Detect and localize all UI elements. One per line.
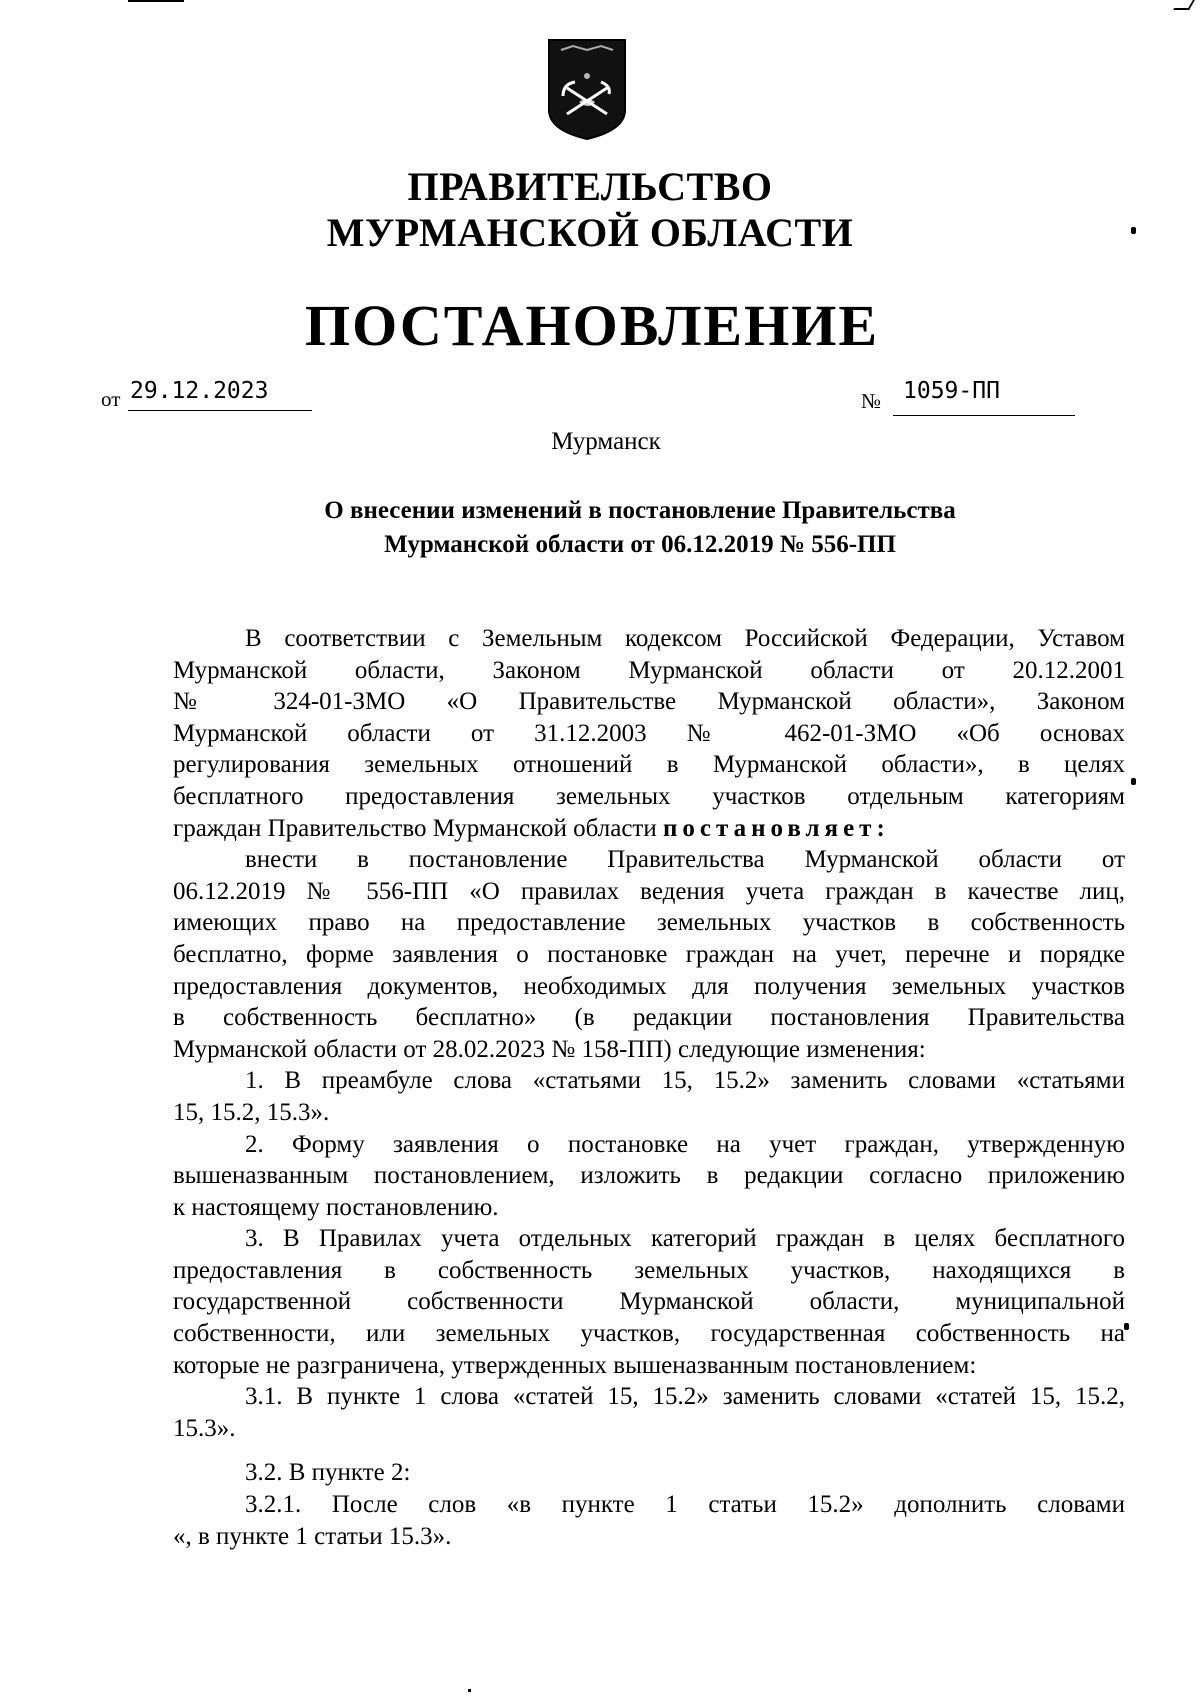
body-line: 3.1. В пункте 1 слова «статей 15, 15.2» заменить словами «статей 15, 15.2, xyxy=(245,1383,1125,1411)
body-line: 1. В преамбуле слова «статьями 15, 15.2» заменить словами «статьями xyxy=(245,1067,1125,1095)
body-line: 3.2. В пункте 2: xyxy=(245,1459,411,1487)
body-line: Мурманской области от 28.02.2023 № 158-ПП) следующие изменения: xyxy=(173,1035,926,1063)
city-name: Мурманск xyxy=(551,428,661,455)
document-type-heading: ПОСТАНОВЛЕНИЕ xyxy=(304,293,880,358)
body-line: «, в пункте 1 статьи 15.3». xyxy=(173,1522,452,1550)
body-line: имеющих право на предоставление земельных участков в собственность xyxy=(173,909,1125,937)
body-paragraph xyxy=(173,844,1125,1065)
date-value: 29.12.2023 xyxy=(130,378,269,404)
body-paragraph xyxy=(173,1129,1125,1224)
body-line: к настоящему постановлению. xyxy=(173,1193,499,1221)
body-line: 15.3». xyxy=(173,1414,236,1442)
body-paragraph xyxy=(173,1489,1125,1552)
scan-artifact-mark xyxy=(1173,0,1195,10)
body-line: бесплатно, форме заявления о постановке граждан на учет, перечне и порядке xyxy=(173,940,1125,968)
body-line: 3.2.1. После слов «в пункте 1 статьи 15.2» дополнить словами xyxy=(245,1491,1125,1519)
scan-artifact-dot xyxy=(468,1689,471,1692)
document-title xyxy=(240,494,1040,562)
body-line: 06.12.2019 № 556-ПП «О правилах ведения учета граждан в качестве лиц, xyxy=(173,877,1125,905)
murmansk-coat-of-arms-icon xyxy=(545,36,629,142)
body-line: собственности, или земельных участков, государственная собственность на xyxy=(173,1320,1125,1348)
government-name-line-1: ПРАВИТЕЛЬСТВО xyxy=(407,164,773,209)
resolution-keyword: постановляет: xyxy=(662,814,890,842)
body-line: вышеназванным постановлением, изложить в редакции согласно приложению xyxy=(173,1162,1125,1190)
body-line: 2. Форму заявления о постановке на учет граждан, утвержденную xyxy=(245,1130,1125,1158)
body-paragraph xyxy=(173,1223,1125,1381)
body-line: предоставления документов, необходимых для получения земельных участков xyxy=(173,972,1125,1000)
body-line: бесплатного предоставления земельных участков отдельным категориям xyxy=(173,782,1125,810)
body-line: предоставления в собственность земельных участков, находящихся в xyxy=(173,1256,1125,1284)
government-name-line-2: МУРМАНСКОЙ ОБЛАСТИ xyxy=(326,210,854,255)
body-line: 15, 15.2, 15.3». xyxy=(173,1098,330,1126)
body-line xyxy=(173,813,1125,845)
body-line: в собственность бесплатно» (в редакции постановления Правительства xyxy=(173,1004,1125,1032)
body-line: внести в постановление Правительства Мурманской области от xyxy=(245,846,1125,874)
date-underline xyxy=(128,410,312,411)
body-paragraph xyxy=(173,1457,1125,1489)
number-label: № xyxy=(861,389,882,413)
body-line: Мурманской области от 31.12.2003 № 462-01-ЗМО «Об основах xyxy=(173,719,1125,747)
document-title-line: О внесении изменений в постановление Правительства xyxy=(324,497,956,524)
body-line: которые не разграничена, утвержденных вышеназванным постановлением: xyxy=(173,1351,977,1379)
scan-artifact-dot xyxy=(1131,778,1136,785)
body-line: государственной собственности Мурманской области, муниципальной xyxy=(173,1288,1125,1316)
body-line: В соответствии с Земельным кодексом Российской Федерации, Уставом xyxy=(245,625,1125,652)
body-paragraph xyxy=(173,1381,1125,1444)
body-paragraph xyxy=(173,623,1125,844)
number-underline xyxy=(893,415,1075,416)
number-value: 1059-ПП xyxy=(903,378,1000,404)
body-line: 3. В Правилах учета отдельных категорий граждан в целях бесплатного xyxy=(245,1225,1125,1253)
body-line: Мурманской области, Законом Мурманской области от 20.12.2001 xyxy=(173,656,1125,684)
body-text-run: граждан Правительство Мурманской области xyxy=(173,814,663,842)
scan-artifact-line xyxy=(128,0,184,2)
date-label: от xyxy=(101,387,121,411)
body-line: регулирования земельных отношений в Мурманской области», в целях xyxy=(173,751,1125,779)
document-title-line: Мурманской области от 06.12.2019 № 556-ПП xyxy=(384,531,896,558)
body-paragraph xyxy=(173,1065,1125,1128)
body-line: № 324-01-ЗМО «О Правительстве Мурманской области», Законом xyxy=(173,688,1125,716)
document-body xyxy=(173,623,1125,1552)
